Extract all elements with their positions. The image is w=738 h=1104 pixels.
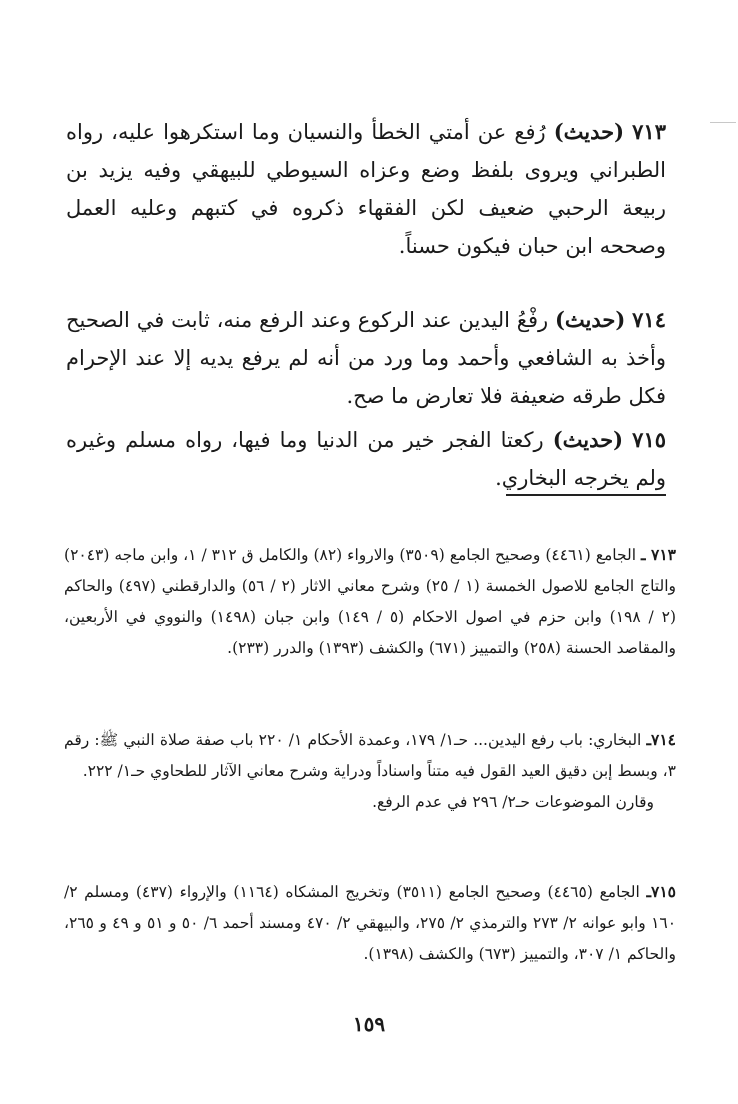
hadith-entry-715 xyxy=(66,421,666,497)
entry-keyword: (حديث) xyxy=(553,119,625,144)
entry-number: ٧١٤ xyxy=(632,307,666,332)
footnote-text: الجامع (٤٤٦٥) وصحيح الجامع (٣٥١١) وتخريج المشكاه (١١٦٤) والإرواء (٤٣٧) ومسلم ٢/ ١٦٠ وابو عوانه ٢/ ٢٧٣ والترمذي ٢/ ٢٧٥، والبيهقي ٢/ ٤٧٠ ومسند أحمد ٦/ ٥٠ و ٥١ و ٤٩ و ٢٦٥، والحاكم ١/ ٣٠٧، والتمييز (٦٧٣) والكشف (١٣٩٨). xyxy=(64,882,677,963)
footnote-text: البخاري: باب رفع اليدين... حـ١/ ١٧٩، وعمدة الأحكام ١/ ٢٢٠ باب صفة صلاة النبي ﷺ: رقم ٣، وبسط إبن دقيق العيد القول فيه متناً واسناداً ودراية وشرح معاني الآثار للطحاوي حـ١/ ٢٢٢. xyxy=(64,730,676,780)
footnote-lead: ٧١٣ ـ xyxy=(641,544,676,564)
entry-text: رفْعُ اليدين عند الركوع وعند الرفع منه، ثابت في الصحيح وأخذ به الشافعي وأحمد وما ورد من أنه لم يرفع يديه إلا عند الإحرام فكل طرقه ضعيفة فلا تعارض ما صح. xyxy=(66,308,666,408)
footnote-713 xyxy=(64,539,676,664)
footnote-lead: ٧١٤ـ xyxy=(646,729,677,749)
footnote-separator xyxy=(506,494,666,496)
footnote-extra: وقارن الموضوعات حـ٢/ ٢٩٦ في عدم الرفع. xyxy=(372,792,654,811)
footnote-714 xyxy=(64,724,676,818)
entry-text: ركعتا الفجر خير من الدنيا وما فيها، رواه مسلم وغيره ولم يخرجه البخاري. xyxy=(66,428,666,490)
entry-number: ٧١٣ xyxy=(632,119,666,144)
page-number: ١٥٩ xyxy=(352,1012,386,1036)
footnote-text: الجامع (٤٤٦١) وصحيح الجامع (٣٥٠٩) والارواء (٨٢) والكامل ق ٣١٢ / ١، وابن ماجه (٢٠٤٣) والتاج الجامع للاصول الخمسة (١ / ٢٥) وشرح معاني الاثار (٢ / ٥٦) والدارقطني (٤٩٧) والحاكم (٢ / ١٩٨) وابن حزم في اصول الاحكام (٥ / ١٤٩) وابن جبان (١٤٩٨) والنووي في الأربعين، والمقاصد الحسنة (٢٥٨) والتمييز (٦٧١) والكشف (١٣٩٣) والدرر (٢٣٣). xyxy=(64,545,677,657)
entry-keyword: (حديث) xyxy=(552,427,624,452)
margin-mark xyxy=(710,122,736,123)
entry-text: رُفع عن أمتي الخطأ والنسيان وما استكرهوا عليه، رواه الطبراني ويروى بلفظ وضع وعزاه السيوطي للبيهقي وفيه يزيد بن ربيعة الرحبي ضعيف لكن الفقهاء ذكروه في كتبهم وعليه العمل وصححه ابن حبان فيكون حسناً. xyxy=(66,120,666,258)
entry-number: ٧١٥ xyxy=(632,427,667,452)
footnote-lead: ٧١٥ـ xyxy=(646,881,676,901)
hadith-entry-713 xyxy=(66,113,666,265)
footnote-715 xyxy=(64,876,676,970)
hadith-entry-714 xyxy=(66,301,666,415)
entry-keyword: (حديث) xyxy=(554,307,626,332)
